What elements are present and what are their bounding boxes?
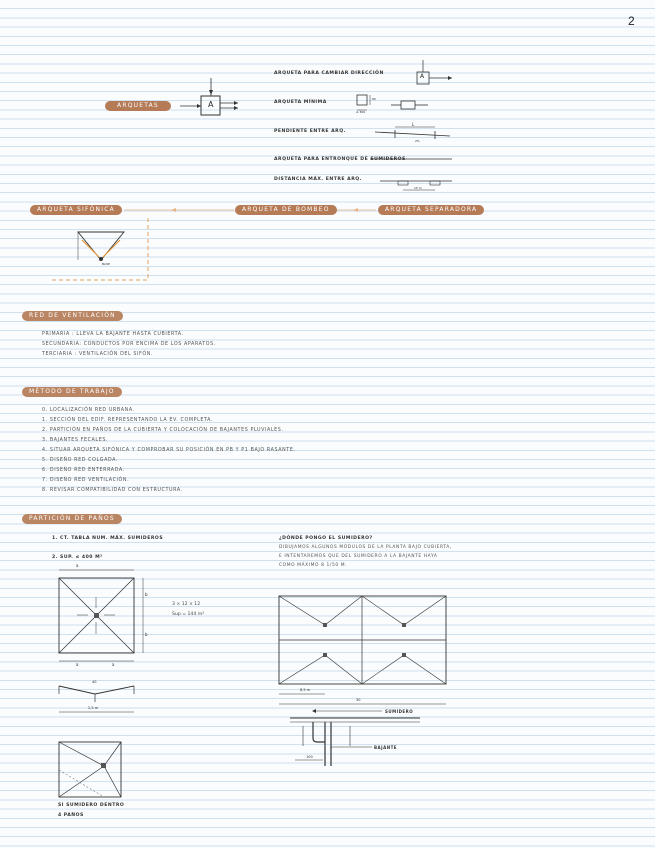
- particion-note-2: Sup = 144 m²: [172, 612, 205, 617]
- dim-b-side-1: b: [145, 592, 148, 597]
- sifonica-pill: ARQUETA SIFÓNICA: [30, 205, 122, 215]
- dim-a-top: a: [76, 563, 79, 568]
- ventilacion-item-3: TERCIARIA : VENTILACIÓN DEL SIFÓN.: [42, 352, 154, 357]
- metodo-item-5: 5. DISEÑO RED COLGADA.: [42, 458, 119, 463]
- sifonica-base-label: BASE: [102, 262, 110, 266]
- metodo-item-0: 0. LOCALIZACIÓN RED URBANA.: [42, 408, 135, 413]
- bombeo-pill: ARQUETA DE BOMBEO: [235, 205, 337, 215]
- bottom-note-2: 4 PAÑOS: [58, 813, 84, 818]
- answer-line-2: E INTENTAREMOS QUE DEL SUMIDERO A LA BAJANTE HAYA: [279, 554, 438, 559]
- ventilacion-title: RED DE VENTILACIÓN: [22, 311, 123, 321]
- dim-b-side-2: b: [145, 632, 148, 637]
- particion-note-1: 3 × 12 × 12: [172, 602, 201, 607]
- dim-side: 80: [372, 97, 376, 101]
- dim-slope-length: L: [412, 122, 415, 127]
- panos-plan-diagram: [59, 570, 143, 661]
- pendiente-diagram: [375, 127, 450, 139]
- dim-max-dist: 15 m: [414, 186, 422, 190]
- page-number: 2: [628, 14, 635, 28]
- bottom-note-1: SI SUMIDERO DENTRO: [58, 803, 125, 808]
- section-dim-top: 40: [92, 680, 97, 684]
- corner-drain-diagram: [59, 742, 121, 797]
- metodo-item-2: 2. PARTICIÓN EN PAÑOS DE LA CUBIERTA Y COLOCACIÓN DE BAJANTES PLUVIALES.: [42, 428, 284, 433]
- metodo-item-4: 4. SITUAR ARQUETA SIFÓNICA Y COMPROBAR SU POSICIÓN EN PB Y P1 BAJO RASANTE.: [42, 448, 296, 453]
- dim-a-bottom-1: a: [76, 662, 79, 667]
- sifonica-diagram: [52, 218, 148, 280]
- metodo-item-6: 6. DISEÑO RED ENTERRADA.: [42, 468, 125, 473]
- arquetas-note-3: PENDIENTE ENTRE ARQ.: [274, 129, 346, 134]
- arquetas-note-1: ARQUETA PARA CAMBIAR DIRECCIÓN: [274, 71, 384, 76]
- arquetas-title: ARQUETAS: [105, 101, 171, 111]
- metodo-item-7: 7. DISEÑO RED VENTILACIÓN.: [42, 478, 130, 483]
- particion-title: PARTICIÓN DE PAÑOS: [22, 514, 122, 524]
- sumidero-question: ¿DÓNDE PONGO EL SUMIDERO?: [279, 536, 373, 541]
- metodo-item-8: 8. REVISAR COMPATIBILIDAD CON ESTRUCTURA.: [42, 488, 183, 493]
- dim-width: ≥ 300: [356, 110, 366, 114]
- arquetas-note-4: ARQUETA PARA ENTRONQUE DE SUMIDEROS: [274, 157, 406, 162]
- arqueta-direction-diagram: [417, 60, 452, 84]
- small-dim: 100: [306, 755, 313, 759]
- answer-line-3: COMO MÁXIMO 8 1/50 M.: [279, 563, 348, 568]
- metodo-title: MÉTODO DE TRABAJO: [22, 387, 122, 397]
- plan-dim-long: 30: [356, 698, 361, 702]
- bajante-label: BAJANTE: [374, 745, 398, 750]
- metodo-item-3: 3. BAJANTES FECALES.: [42, 438, 109, 443]
- plan-dim-short: 8,5 m: [300, 688, 311, 692]
- sumidero-label: SUMIDERO: [385, 709, 414, 714]
- arqueta-direction-letter: A: [420, 73, 425, 80]
- arqueta-box-letter: A: [208, 100, 214, 109]
- dim-a-bottom-2: a: [112, 662, 115, 667]
- particion-item-1: 1. CT. TABLA NUM. MÁX. SUMIDEROS: [52, 536, 164, 541]
- particion-item-2: 2. SUP. ≤ 400 M²: [52, 555, 103, 560]
- arqueta-minima-diagram: [357, 95, 428, 110]
- ventilacion-item-1: PRIMARIA : LLEVA LA BAJANTE HASTA CUBIERTA.: [42, 332, 184, 337]
- arqueta-main-diagram: [180, 78, 238, 115]
- arquetas-note-5: DISTANCIA MÁX. ENTRE ARQ.: [274, 177, 362, 182]
- dim-slope-pct: 2%: [415, 139, 420, 143]
- metodo-item-1: 1. SECCIÓN DEL EDIF. REPRESENTANDO LA EV. COMPLETA.: [42, 418, 214, 423]
- ventilacion-item-2: SECUNDARIA: CONDUCTOS POR ENCIMA DE LOS APARATOS.: [42, 342, 216, 347]
- separadora-pill: ARQUETA SEPARADORA: [378, 205, 484, 215]
- answer-line-1: DIBUJAMOS ALGUNOS MÓDULOS DE LA PLANTA BAJO CUBIERTA,: [279, 545, 452, 550]
- arquetas-note-2: ARQUETA MÍNIMA: [274, 100, 327, 105]
- section-dim-bottom: 2,5 m: [88, 706, 99, 710]
